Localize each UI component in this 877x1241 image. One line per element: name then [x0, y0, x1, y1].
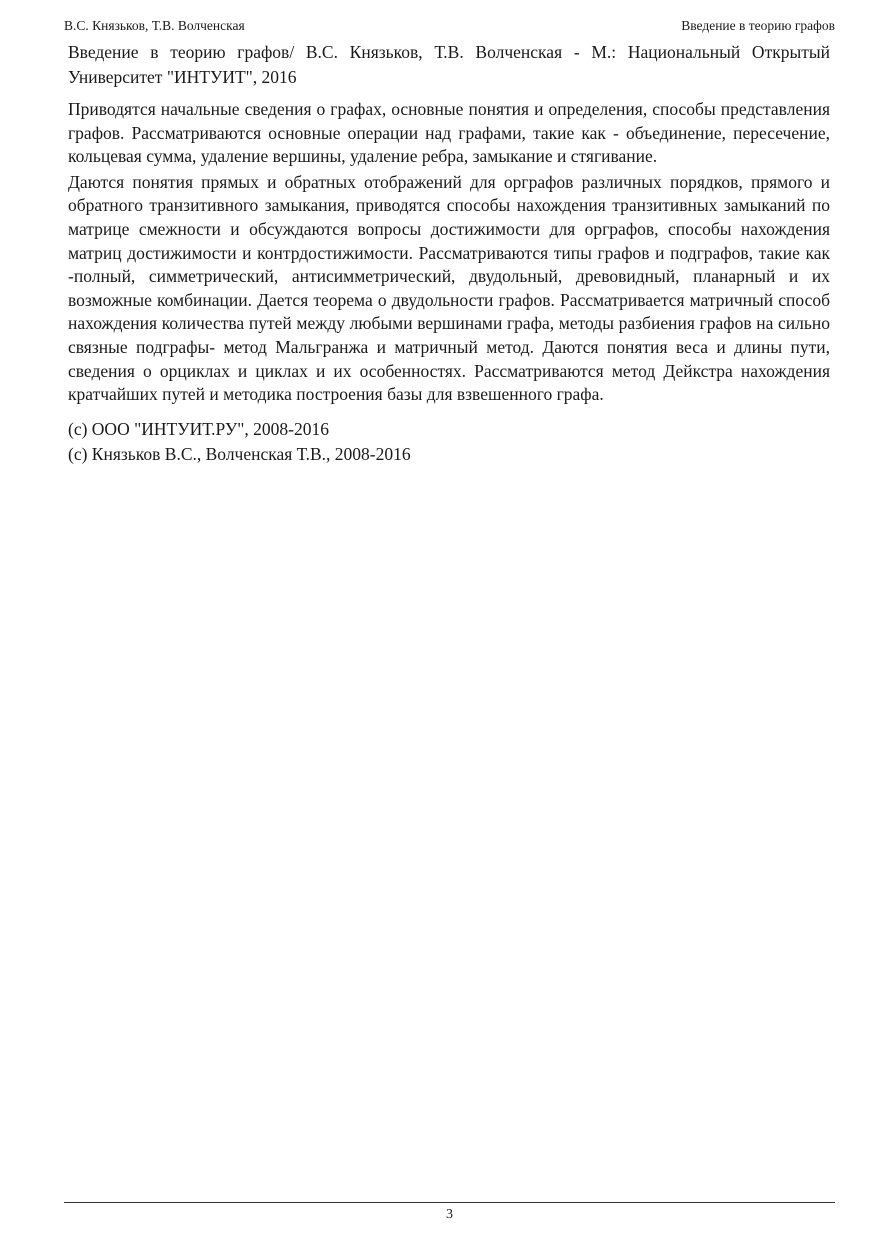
bibliographic-citation: Введение в теорию графов/ В.С. Князьков, Т.В. Волченская - М.: Национальный Открытый Университет "ИНТУИТ", 2016	[68, 42, 830, 87]
abstract-paragraph-2: Даются понятия прямых и обратных отображений для орграфов различных порядков, прямого и обратного транзитивного замыкания, приводятся способы нахождения транзитивных замыканий по матрице смежности и обсуждаются вопросы достижимости для орграфов, способы нахождения матриц достижимости и контрдостижимости. Рассматриваются типы графов и подграфов, такие как -полный, симметрический, антисимметрический, двудольный, древовидный, планарный и их возможные комбинации. Дается теорема о двудольности графов. Рассматривается матричный способ нахождения количества путей между любыми вершинами графа, методы разбиения графов на сильно связные подграфы- метод Мальгранжа и матричный метод. Даются понятия веса и длины пути, сведения о орциклах и циклах и их особенностях. Рассматриваются метод Дейкстра нахождения кратчайших путей и методика построения базы для взвешенного графа.	[68, 171, 830, 405]
header-authors: В.С. Князьков, Т.В. Волченская	[64, 18, 245, 33]
header-book-title: Введение в теорию графов	[681, 18, 835, 33]
abstract-paragraph-1: Приводятся начальные сведения о графах, основные понятия и определения, способы представления графов. Рассматриваются основные операции над графами, такие как - объединение, пересечение, кольцевая сумма, удаление вершины, удаление ребра, замыкание и стягивание.	[68, 99, 830, 167]
running-header	[64, 16, 835, 36]
copyright-publisher: (c) ООО "ИНТУИТ.РУ", 2008-2016	[68, 418, 329, 439]
page-content	[68, 40, 830, 467]
copyright-authors: (c) Князьков В.С., Волченская Т.В., 2008-2016	[68, 443, 411, 464]
footer-divider	[64, 1202, 835, 1203]
page-number: 3	[446, 1207, 453, 1222]
